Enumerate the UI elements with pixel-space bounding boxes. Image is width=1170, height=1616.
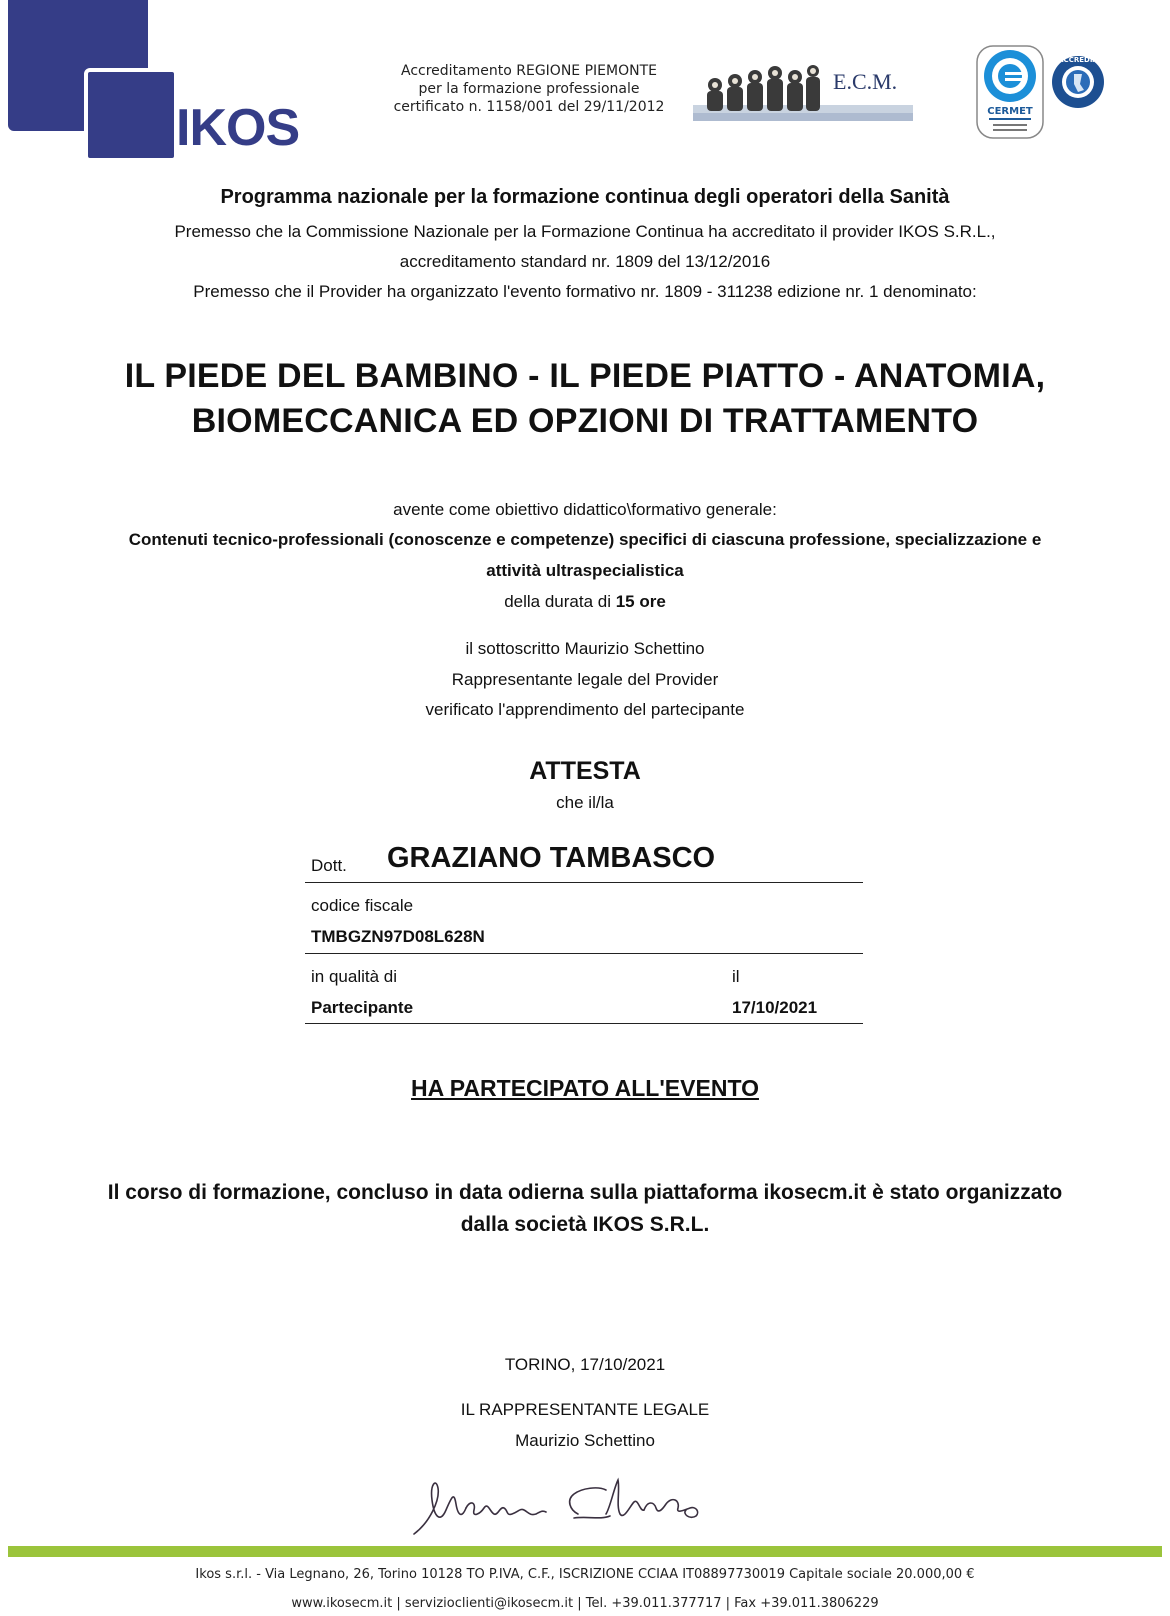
cermet-label: CERMET — [987, 106, 1033, 117]
attesta-sub: che il/la — [556, 793, 614, 812]
objective-line-2: attività ultraspecialistica — [486, 561, 684, 580]
regional-accreditation — [374, 62, 684, 116]
accreditation-line: Accreditamento REGIONE PIEMONTE — [401, 63, 657, 79]
accredia-logo — [1050, 50, 1106, 116]
role-date-row — [305, 953, 863, 1024]
accreditation-line: per la formazione professionale — [418, 81, 640, 97]
attesta-heading: ATTESTA — [529, 757, 641, 785]
signatory-line-2: Rappresentante legale del Provider — [451, 670, 719, 689]
logo-text: IKOS — [176, 99, 300, 157]
signatory-line-3: verificato l'apprendimento del partecipante — [425, 700, 745, 719]
duration — [0, 592, 1170, 612]
event-title-line-1: IL PIEDE DEL BAMBINO - IL PIEDE PIATTO - ANATOMIA, — [124, 357, 1046, 395]
program-title: Programma nazionale per la formazione continua degli operatori della Sanità — [220, 186, 950, 208]
logo-square-bottom — [84, 68, 178, 162]
intro-line-2: accreditamento standard nr. 1809 del 13/12/2016 — [399, 252, 771, 271]
intro-line-1: Premesso che la Commissione Nazionale per la Formazione Continua ha accreditato il provider IKOS S.R.L., — [174, 222, 996, 241]
signatory-line-1: il sottoscritto Maurizio Schettino — [465, 639, 705, 658]
duration-value: 15 ore — [615, 592, 666, 611]
role-value: Partecipante — [311, 998, 414, 1017]
event-title-line-2: BIOMECCANICA ED OPZIONI DI TRATTAMENTO — [191, 402, 979, 440]
course-note-line-2: dalla società IKOS S.R.L. — [460, 1213, 710, 1236]
fiscal-code-row — [305, 882, 863, 954]
signer-role: IL RAPPRESENTANTE LEGALE — [460, 1400, 710, 1419]
participation-statement: HA PARTECIPATO ALL'EVENTO — [411, 1075, 759, 1101]
footer-bar — [8, 1546, 1162, 1557]
footer-line-2: www.ikosecm.it | servizioclienti@ikosecm.it | Tel. +39.011.377717 | Fax +39.011.3806229 — [291, 1596, 879, 1611]
intro-line-3: Premesso che il Provider ha organizzato l'evento formativo nr. 1809 - 311238 edizione nr. 1 denominato: — [193, 282, 977, 301]
date-label: il — [732, 967, 740, 986]
fiscal-code-value: TMBGZN97D08L628N — [311, 927, 485, 946]
role-label: in qualità di — [311, 967, 398, 986]
duration-prefix: della durata di — [504, 592, 616, 611]
handwritten-signature — [410, 1470, 720, 1540]
fiscal-code-label: codice fiscale — [311, 896, 414, 915]
ecm-logo — [693, 55, 913, 127]
title-prefix: Dott. — [311, 856, 347, 875]
objective-line-1: Contenuti tecnico-professionali (conoscenze e competenze) specifici di ciascuna professione, specializzazione e — [128, 530, 1042, 549]
course-note-line-1: Il corso di formazione, concluso in data odierna sulla piattaforma ikosecm.it è stato organizzato — [107, 1181, 1063, 1204]
cermet-logo — [975, 44, 1045, 140]
course-note — [0, 1177, 1170, 1241]
footer-line-1: Ikos s.r.l. - Via Legnano, 26, Torino 10128 TO P.IVA, C.F., ISCRIZIONE CCIAA IT08897730019 Capitale sociale 20.000,00 € — [195, 1567, 975, 1582]
date-value: 17/10/2021 — [732, 998, 818, 1017]
objective-intro: avente come obiettivo didattico\formativo generale: — [393, 500, 777, 519]
participant-name-row — [305, 842, 863, 883]
participant-name: GRAZIANO TAMBASCO — [387, 842, 716, 874]
accreditation-line: certificato n. 1158/001 del 29/11/2012 — [393, 99, 665, 115]
event-title — [0, 354, 1170, 444]
signer-name: Maurizio Schettino — [515, 1431, 655, 1450]
ecm-label: E.C.M. — [833, 69, 898, 94]
accredia-label: ACCREDIA — [1058, 56, 1098, 64]
place-date: TORINO, 17/10/2021 — [504, 1355, 666, 1374]
